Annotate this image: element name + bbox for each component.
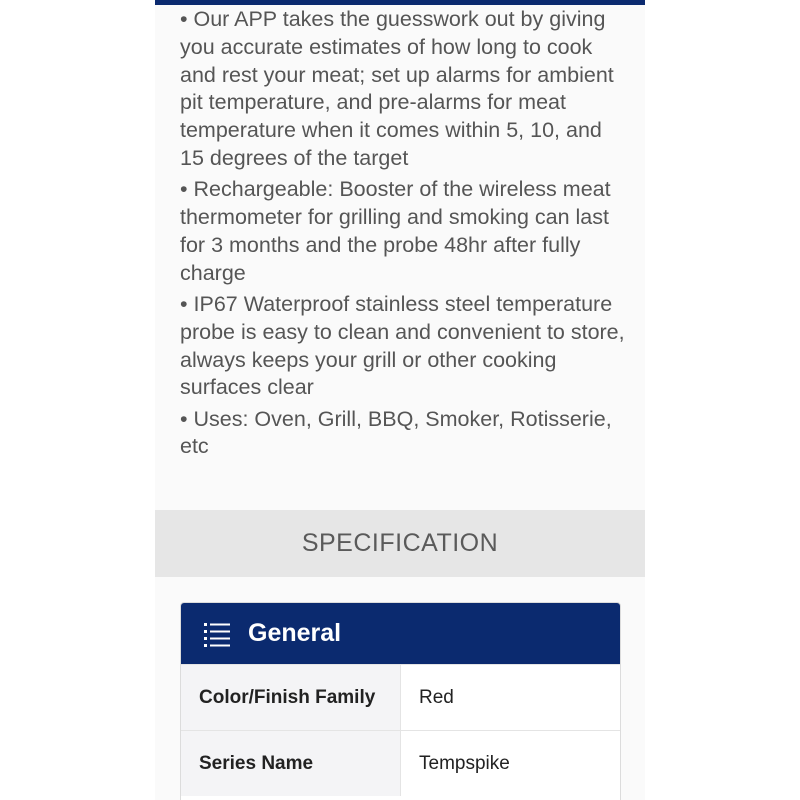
spec-value-series: Tempspike xyxy=(400,731,620,796)
top-accent-bar xyxy=(155,0,645,5)
content-column xyxy=(155,0,645,800)
feature-item-waterproof: • IP67 Waterproof stainless steel temperature probe is easy to clean and convenient to store, always keeps your grill or other cooking surfaces clear xyxy=(180,291,625,400)
spec-row-color xyxy=(181,664,620,730)
feature-item-app: • Our APP takes the guesswork out by giving you accurate estimates of how long to cook and rest your meat; set up alarms for ambient pit temperature, and pre-alarms for meat temperature when it comes within 5, 10, and 15 degrees of the target xyxy=(180,7,614,170)
spec-row-series xyxy=(181,730,620,796)
general-card-header xyxy=(181,603,620,664)
feature-item-uses: • Uses: Oven, Grill, BBQ, Smoker, Rotisserie, etc xyxy=(180,406,612,459)
list-icon xyxy=(203,620,231,648)
spec-value-color: Red xyxy=(400,665,620,730)
spec-label-color: Color/Finish Family xyxy=(181,665,400,730)
spec-label-series: Series Name xyxy=(181,731,400,796)
general-spec-card xyxy=(180,602,621,800)
specification-tab[interactable] xyxy=(155,510,645,577)
feature-item-rechargeable: • Rechargeable: Booster of the wireless meat thermometer for grilling and smoking can last for 3 months and the probe 48hr after fully charge xyxy=(180,177,611,285)
feature-list xyxy=(180,6,630,465)
general-card-title: General xyxy=(248,619,342,647)
specification-heading: SPECIFICATION xyxy=(301,529,499,557)
